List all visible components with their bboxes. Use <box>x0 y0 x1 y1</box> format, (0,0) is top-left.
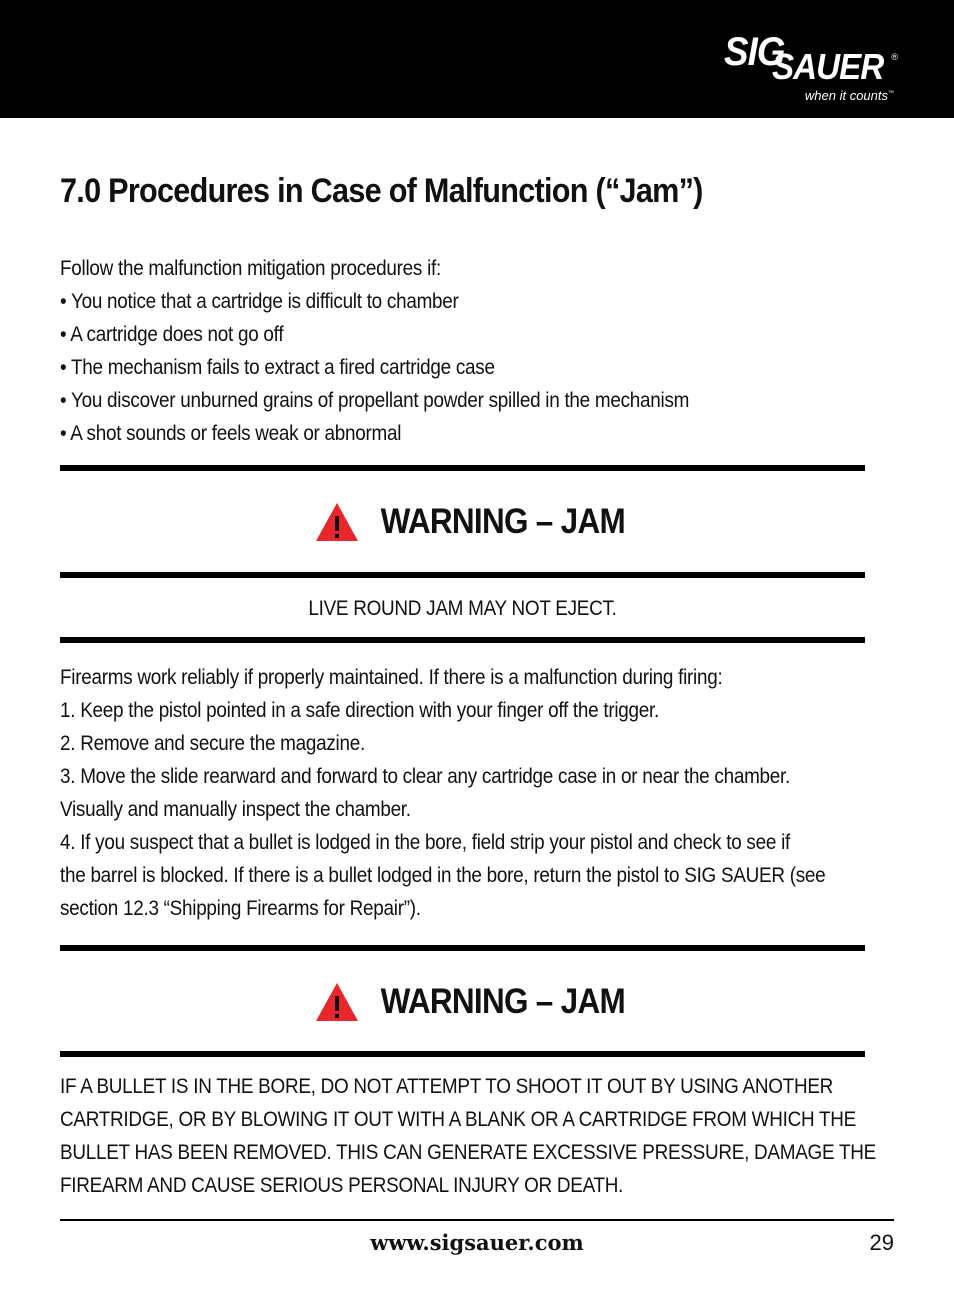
step-line: 3. Move the slide rearward and forward to clear any cartridge case in or near the chamber. <box>60 765 790 788</box>
intro-line: Follow the malfunction mitigation procedures if: <box>60 257 441 280</box>
step-line: section 12.3 “Shipping Firearms for Repair”). <box>60 897 421 920</box>
sig-sauer-logo <box>724 30 898 110</box>
divider-rule <box>60 1051 865 1057</box>
divider-rule <box>60 572 865 578</box>
warning-line: FIREARM AND CAUSE SERIOUS PERSONAL INJURY OR DEATH. <box>60 1174 624 1197</box>
intro-bullet: • A cartridge does not go off <box>60 323 284 346</box>
warning-heading <box>0 982 954 1022</box>
intro-list <box>60 252 880 450</box>
divider-rule <box>60 637 865 643</box>
page-number: 29 <box>869 1230 894 1255</box>
intro-bullet: • The mechanism fails to extract a fired cartridge case <box>60 356 495 379</box>
warning-line: IF A BULLET IS IN THE BORE, DO NOT ATTEMPT TO SHOOT IT OUT BY USING ANOTHER <box>60 1075 834 1098</box>
header-bar <box>0 0 954 118</box>
intro-bullet: • A shot sounds or feels weak or abnormal <box>60 422 402 445</box>
intro-bullet: • You notice that a cartridge is difficult to chamber <box>60 290 459 313</box>
warning-text: LIVE ROUND JAM MAY NOT EJECT. <box>308 597 617 620</box>
warning-line: CARTRIDGE, OR BY BLOWING IT OUT WITH A BLANK OR A CARTRIDGE FROM WHICH THE <box>60 1108 856 1131</box>
steps-intro: Firearms work reliably if properly maintained. If there is a malfunction during firing: <box>60 666 723 689</box>
step-line: 4. If you suspect that a bullet is lodged in the bore, field strip your pistol and check to see if <box>60 831 790 854</box>
logo-sauer-text: SAUER <box>772 46 884 87</box>
step-line: Visually and manually inspect the chamber. <box>60 798 411 821</box>
procedure-steps <box>60 661 880 925</box>
warning-label: WARNING – JAM <box>380 982 626 1021</box>
warning-line: BULLET HAS BEEN REMOVED. THIS CAN GENERATE EXCESSIVE PRESSURE, DAMAGE THE <box>60 1141 876 1164</box>
warning-caps-text <box>60 1070 880 1202</box>
intro-bullet: • You discover unburned grains of propellant powder spilled in the mechanism <box>60 389 690 412</box>
step-line: the barrel is blocked. If there is a bullet lodged in the bore, return the pistol to SIG SAUER (see <box>60 864 826 887</box>
step-line: 2. Remove and secure the magazine. <box>60 732 365 755</box>
warning-heading <box>0 502 954 542</box>
trademark-mark: ™ <box>888 90 894 97</box>
tagline-text: when it counts <box>804 88 888 103</box>
logo-sig-text: SIG <box>724 30 785 74</box>
footer-url: www.sigsauer.com <box>370 1230 584 1255</box>
divider-rule <box>60 465 865 471</box>
step-line: 1. Keep the pistol pointed in a safe direction with your finger off the trigger. <box>60 699 659 722</box>
section-title: 7.0 Procedures in Case of Malfunction (“Jam”) <box>60 172 703 210</box>
divider-rule <box>60 945 865 951</box>
warning-triangle-icon <box>315 982 359 1022</box>
logo-tagline <box>805 88 894 103</box>
registered-mark: ® <box>891 52 898 62</box>
warning-label: WARNING – JAM <box>380 502 626 541</box>
warning-triangle-icon <box>315 502 359 542</box>
footer-rule <box>60 1219 894 1221</box>
